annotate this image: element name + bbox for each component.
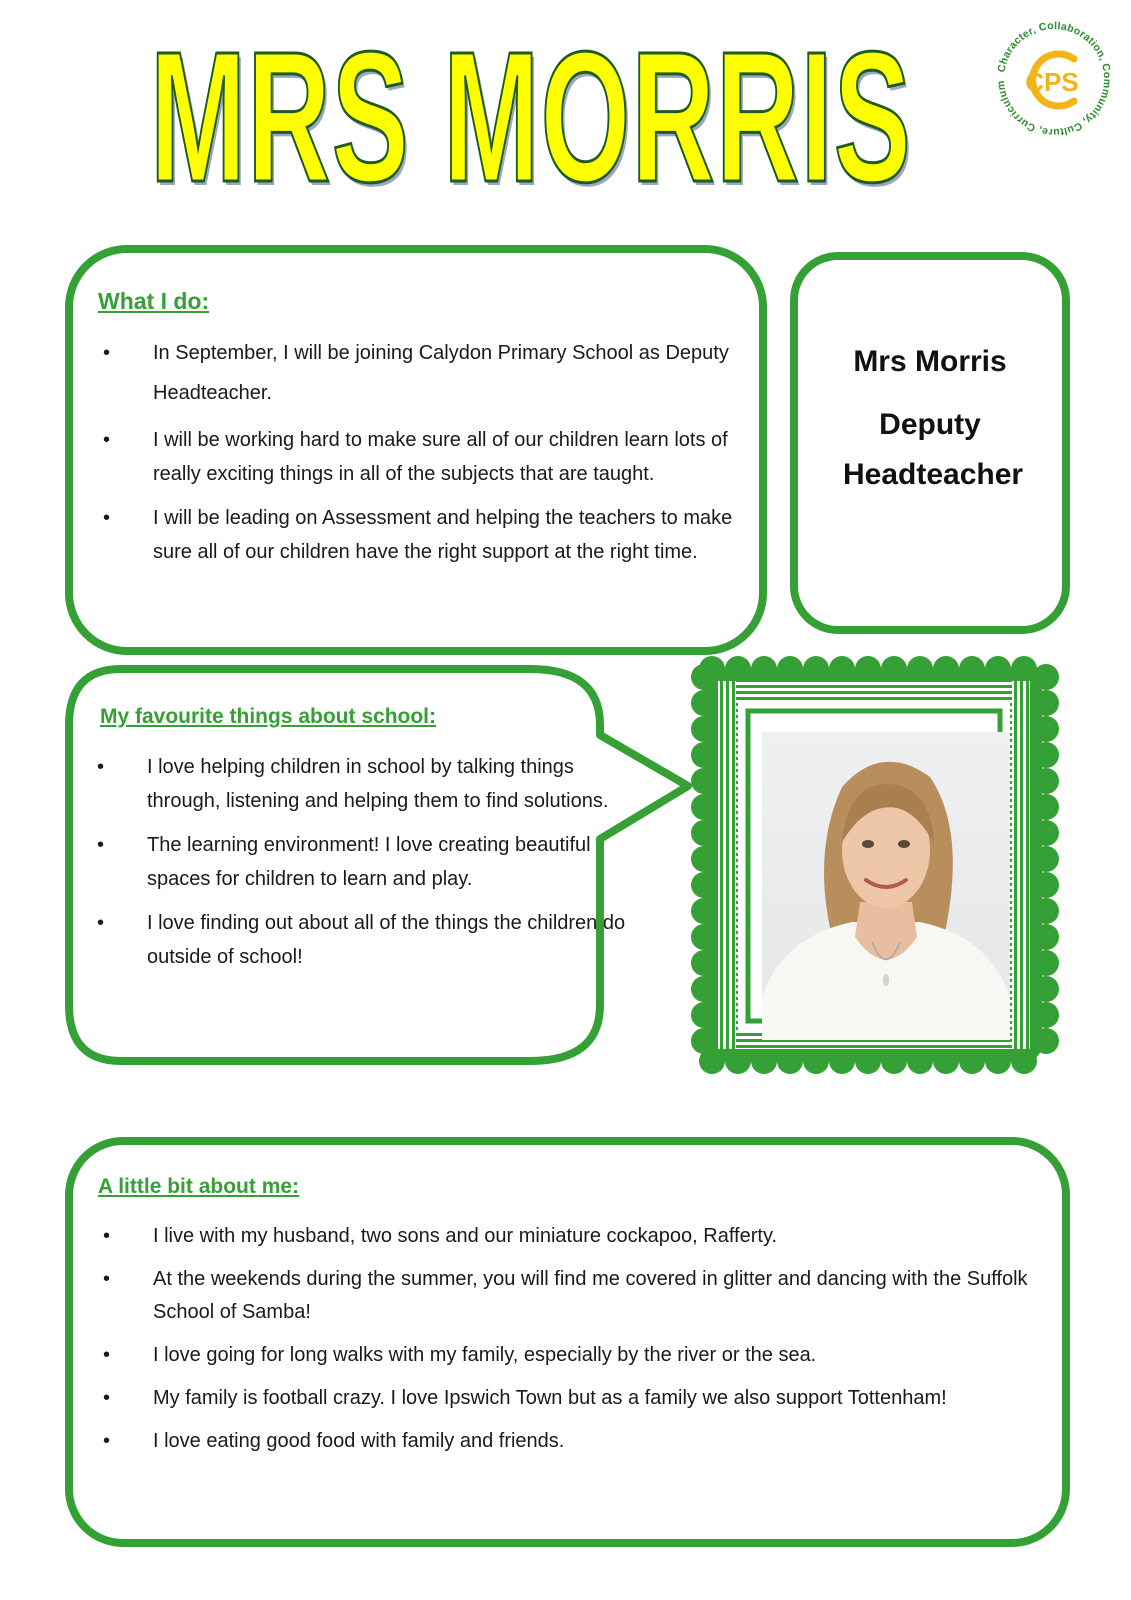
list-item: • I love going for long walks with my family, especially by the river or the sea.	[73, 1339, 1063, 1372]
favourite-things-heading: My favourite things about school:	[100, 705, 437, 728]
list-item: • I will be working hard to make sure all of our children learn lots of really exciting things in all of the subjects that are taught.	[73, 423, 743, 491]
list-item: • My family is football crazy. I love Ipswich Town but as a family we also support Tottenham!	[73, 1382, 1063, 1415]
what-i-do-list	[73, 333, 743, 579]
list-item: • I will be leading on Assessment and helping the teachers to make sure all of our children have the right support at the right time.	[73, 501, 743, 569]
list-item: • I love eating good food with family and friends.	[73, 1425, 1063, 1458]
list-item: • I love helping children in school by talking things through, listening and helping them to find solutions.	[67, 750, 627, 818]
list-item: • I live with my husband, two sons and our miniature cockapoo, Rafferty.	[73, 1220, 1063, 1253]
what-i-do-heading: What I do:	[98, 288, 210, 314]
list-item: • I love finding out about all of the things the children do outside of school!	[67, 906, 627, 974]
name-card	[790, 252, 1070, 634]
list-item: • In September, I will be joining Calydon Primary School as Deputy Headteacher.	[73, 333, 743, 413]
logo-initials: CPS	[1025, 67, 1079, 97]
list-item: • The learning environment! I love creating beautiful spaces for children to learn and play.	[67, 828, 627, 896]
school-logo	[990, 15, 1118, 143]
name-card-name: Mrs Morris	[853, 345, 1007, 378]
about-me-list	[73, 1220, 1063, 1468]
favourite-things-list	[67, 750, 627, 984]
portrait-photo	[762, 732, 1010, 1040]
logo-motto: Character, Collaboration, Community, Culture, Curriculum	[994, 19, 1114, 139]
list-item: • At the weekends during the summer, you will find me covered in glitter and dancing with the Suffolk School of Samba!	[73, 1263, 1063, 1329]
name-card-role: Deputy Headteacher	[843, 408, 1024, 491]
what-i-do-panel	[65, 245, 767, 655]
about-me-heading: A little bit about me:	[98, 1175, 300, 1198]
page-title: MRS MORRIS	[150, 14, 912, 221]
about-me-panel	[65, 1137, 1070, 1547]
